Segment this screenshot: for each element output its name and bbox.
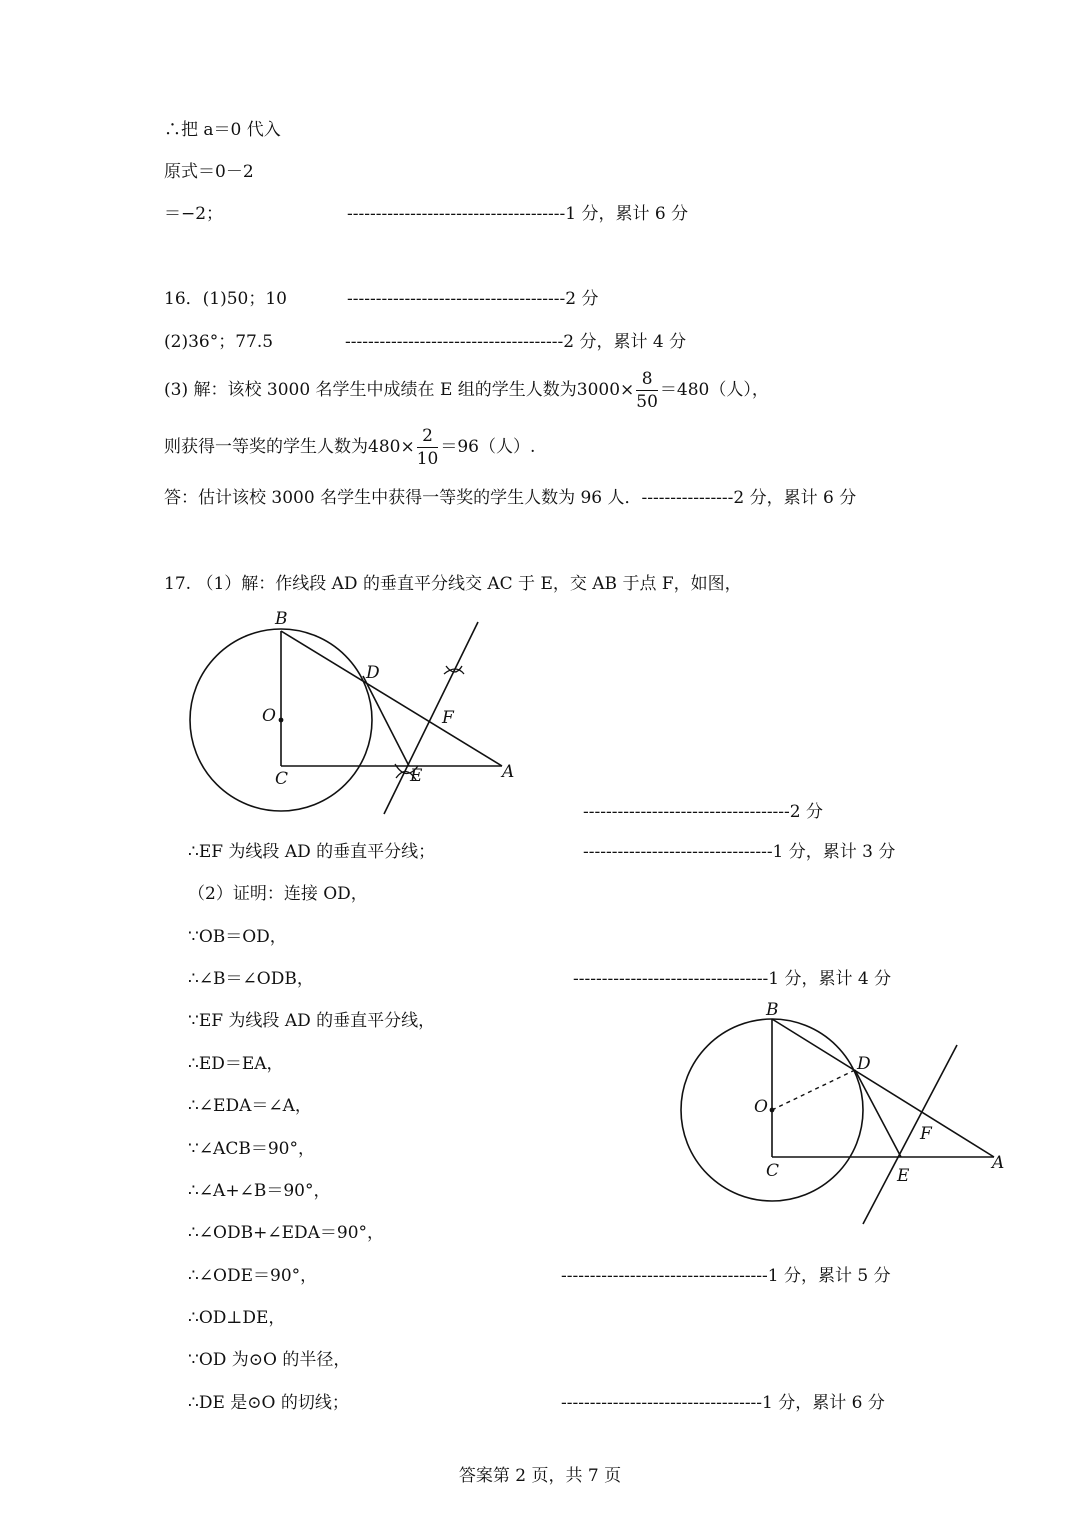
- label-o: O: [754, 1097, 768, 1117]
- q16-line-2: (2)36°；77.5: [164, 332, 274, 352]
- q17-line-13: ∴OD⊥DE，: [188, 1308, 286, 1328]
- q16-score-2: --------------------------------------2 分，累计 4 分: [345, 332, 687, 352]
- label-f: F: [920, 1124, 932, 1144]
- center-point-o: [770, 1108, 775, 1113]
- segment-de: [855, 1070, 901, 1157]
- q17-line-8: ∴∠EDA＝∠A，: [188, 1096, 312, 1116]
- q15-line-2: 原式＝0－2: [164, 162, 254, 182]
- fraction-denominator: 10: [416, 448, 439, 469]
- q17-line-9: ∵∠ACB＝90°，: [188, 1139, 315, 1159]
- label-a: A: [992, 1153, 1005, 1173]
- q16-line-4-post: ＝96（人）.: [440, 437, 536, 457]
- label-d: D: [366, 663, 380, 683]
- q17-line-15: ∴DE 是⊙O 的切线；: [188, 1393, 349, 1413]
- center-point-o: [279, 718, 284, 723]
- q17-line-10: ∴∠A+∠B＝90°，: [188, 1181, 331, 1201]
- q16-score-1: --------------------------------------2 分: [347, 289, 599, 309]
- q17-line-1: 17. （1）解：作线段 AD 的垂直平分线交 AC 于 E，交 AB 于点 F，如图，: [164, 574, 742, 594]
- segment-od-dashed: [772, 1070, 855, 1110]
- fraction-denominator: 50: [636, 391, 658, 412]
- q17-score-figure: ------------------------------------2 分: [583, 802, 824, 822]
- geometry-figure-2: [672, 996, 1017, 1231]
- label-c: C: [275, 769, 289, 789]
- label-d: D: [857, 1054, 871, 1074]
- segment-ba: [772, 1019, 994, 1157]
- q17-line-6: ∵EF 为线段 AD 的垂直平分线，: [188, 1011, 436, 1031]
- q17-line-2: ∴EF 为线段 AD 的垂直平分线；: [188, 842, 436, 862]
- label-o: O: [262, 706, 276, 726]
- q17-line-12: ∴∠ODE＝90°，: [188, 1266, 318, 1286]
- label-e: E: [897, 1166, 910, 1186]
- line-ef: [863, 1045, 957, 1224]
- page-footer: 答案第 2 页，共 7 页: [458, 1466, 622, 1486]
- fraction-numerator: 2: [417, 428, 439, 448]
- q17-line-7: ∴ED＝EA，: [188, 1054, 284, 1074]
- label-e: E: [410, 766, 423, 786]
- q16-fraction-8-50: [636, 368, 658, 412]
- q17-line-4: ∵OB＝OD，: [188, 927, 287, 947]
- segment-de: [363, 676, 409, 766]
- geometry-figure-1: [180, 604, 520, 824]
- q17-line-14: ∵OD 为⊙O 的半径，: [188, 1350, 351, 1370]
- label-b: B: [766, 1000, 779, 1020]
- q16-line-5: 答：估计该校 3000 名学生中获得一等奖的学生人数为 96 人．----------------2 分，累计 6 分: [164, 488, 857, 508]
- q17-line-11: ∴∠ODB+∠EDA＝90°，: [188, 1223, 385, 1243]
- q16-line-3-pre: (3) 解：该校 3000 名学生中成绩在 E 组的学生人数为3000×: [164, 380, 635, 400]
- q17-score-12: ------------------------------------1 分，累计 5 分: [561, 1266, 891, 1286]
- q17-line-5: ∴∠B＝∠ODB，: [188, 969, 314, 989]
- q16-line-1: 16．(1)50；10: [164, 289, 287, 309]
- q17-score-5: ----------------------------------1 分，累计 4 分: [573, 969, 892, 989]
- q16-line-3: [164, 368, 769, 412]
- q16-line-3-post: ＝480（人），: [659, 380, 769, 400]
- q16-fraction-2-10: [416, 425, 439, 469]
- q15-line-3: ＝−2；: [164, 204, 224, 224]
- segment-ba: [281, 631, 502, 766]
- q16-line-4-pre: 则获得一等奖的学生人数为480×: [164, 437, 415, 457]
- label-f: F: [442, 708, 454, 728]
- q17-line-3: （2）证明：连接 OD，: [188, 884, 368, 904]
- q16-line-4: [164, 425, 535, 469]
- q17-score-2: ---------------------------------1 分，累计 3 分: [583, 842, 896, 862]
- label-b: B: [275, 609, 288, 629]
- label-a: A: [502, 762, 515, 782]
- label-c: C: [766, 1161, 780, 1181]
- q15-score-3: --------------------------------------1 分，累计 6 分: [347, 204, 689, 224]
- perpendicular-bisector-ef: [384, 622, 478, 814]
- q15-line-1: ∴把 a＝0 代入: [164, 120, 281, 140]
- q17-score-15: -----------------------------------1 分，累计 6 分: [561, 1393, 885, 1413]
- fraction-numerator: 8: [636, 371, 658, 391]
